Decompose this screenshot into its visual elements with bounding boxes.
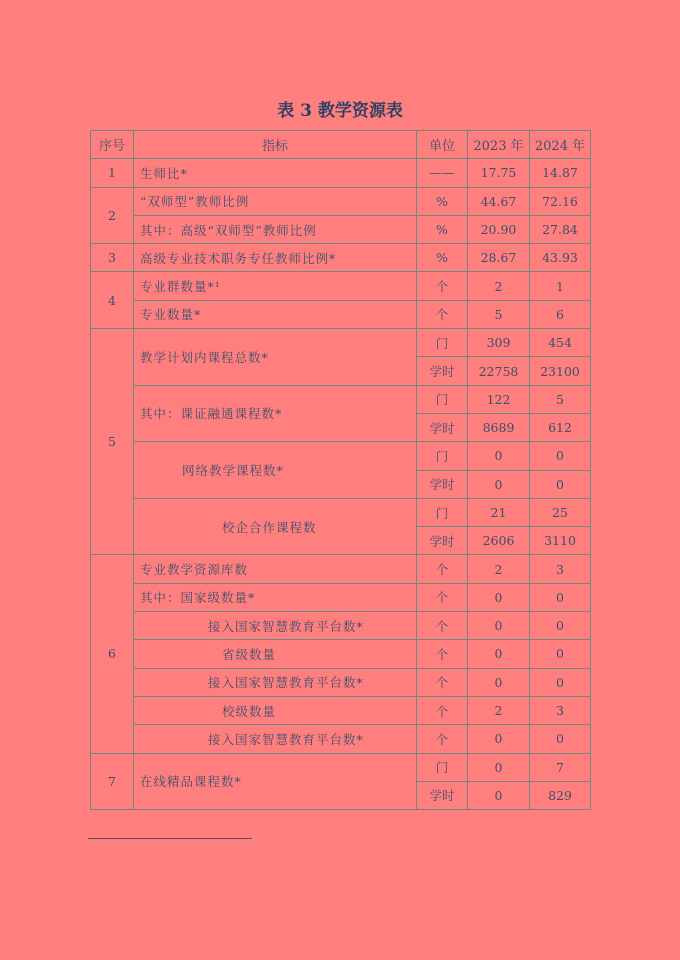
value-2023-cell: 2	[468, 696, 530, 724]
table-row	[91, 498, 591, 526]
value-2024-cell: 0	[530, 583, 591, 611]
seq-cell: 2	[91, 187, 134, 244]
value-2023-cell: 8689	[468, 413, 530, 441]
value-2023-cell: 0	[468, 612, 530, 640]
teaching-resources-table	[90, 130, 591, 810]
value-2023-cell: 0	[468, 442, 530, 470]
indicator-cell: 生师比*	[134, 159, 417, 187]
value-2023-cell: 122	[468, 385, 530, 413]
value-2024-cell: 6	[530, 300, 591, 328]
seq-cell: 3	[91, 244, 134, 272]
unit-cell: 学时	[417, 781, 468, 809]
table-row	[91, 159, 591, 187]
unit-cell: 个	[417, 272, 468, 300]
value-2024-cell: 23100	[530, 357, 591, 385]
unit-cell: 门	[417, 329, 468, 357]
seq-cell: 7	[91, 753, 134, 810]
table-row	[91, 696, 591, 724]
value-2023-cell: 17.75	[468, 159, 530, 187]
unit-cell: 学时	[417, 470, 468, 498]
table-row	[91, 612, 591, 640]
value-2023-cell: 2	[468, 555, 530, 583]
header-2024: 2024 年	[530, 131, 591, 159]
indicator-cell: 专业教学资源库数	[134, 555, 417, 583]
value-2023-cell: 44.67	[468, 187, 530, 215]
seq-cell: 1	[91, 159, 134, 187]
table-title: 表 3 教学资源表	[277, 101, 403, 121]
unit-cell: 学时	[417, 527, 468, 555]
header-unit: 单位	[417, 131, 468, 159]
value-2023-cell: 0	[468, 470, 530, 498]
unit-cell: 门	[417, 385, 468, 413]
seq-cell: 6	[91, 555, 134, 753]
value-2023-cell: 2	[468, 272, 530, 300]
indicator-cell: 校级数量	[134, 696, 417, 724]
table-row	[91, 300, 591, 328]
value-2023-cell: 309	[468, 329, 530, 357]
indicator-cell: 网络教学课程数*	[134, 442, 417, 499]
value-2023-cell: 0	[468, 668, 530, 696]
indicator-cell: 专业数量*	[134, 300, 417, 328]
indicator-cell: 其中：国家级数量*	[134, 583, 417, 611]
value-2023-cell: 28.67	[468, 244, 530, 272]
value-2024-cell: 3	[530, 555, 591, 583]
table-row	[91, 187, 591, 215]
value-2024-cell: 43.93	[530, 244, 591, 272]
value-2024-cell: 7	[530, 753, 591, 781]
indicator-cell: 高级专业技术职务专任教师比例*	[134, 244, 417, 272]
indicator-cell: 在线精品课程数*	[134, 753, 417, 810]
table-row	[91, 385, 591, 413]
table-row	[91, 215, 591, 243]
table-row	[91, 668, 591, 696]
value-2024-cell: 25	[530, 498, 591, 526]
value-2024-cell: 0	[530, 725, 591, 753]
value-2024-cell: 612	[530, 413, 591, 441]
unit-cell: %	[417, 244, 468, 272]
value-2024-cell: 1	[530, 272, 591, 300]
value-2024-cell: 72.16	[530, 187, 591, 215]
table-row	[91, 272, 591, 300]
indicator-cell: 校企合作课程数	[134, 498, 417, 555]
unit-cell: 门	[417, 498, 468, 526]
table-row	[91, 640, 591, 668]
seq-cell: 5	[91, 329, 134, 555]
indicator-cell: 接入国家智慧教育平台数*	[134, 725, 417, 753]
indicator-cell: 省级数量	[134, 640, 417, 668]
value-2023-cell: 0	[468, 781, 530, 809]
table-row	[91, 244, 591, 272]
unit-cell: 门	[417, 753, 468, 781]
value-2024-cell: 0	[530, 668, 591, 696]
unit-cell: 个	[417, 612, 468, 640]
unit-cell: 个	[417, 725, 468, 753]
unit-cell: 个	[417, 555, 468, 583]
unit-cell: 个	[417, 583, 468, 611]
value-2023-cell: 0	[468, 725, 530, 753]
header-indicator: 指标	[134, 131, 417, 159]
value-2024-cell: 14.87	[530, 159, 591, 187]
value-2023-cell: 20.90	[468, 215, 530, 243]
seq-cell: 4	[91, 272, 134, 329]
footnote-separator	[88, 838, 252, 839]
table-row	[91, 725, 591, 753]
value-2024-cell: 27.84	[530, 215, 591, 243]
indicator-cell: 接入国家智慧教育平台数*	[134, 612, 417, 640]
unit-cell: 个	[417, 300, 468, 328]
unit-cell: 学时	[417, 357, 468, 385]
value-2024-cell: 5	[530, 385, 591, 413]
indicator-cell: 专业群数量*¹	[134, 272, 417, 300]
value-2023-cell: 0	[468, 753, 530, 781]
indicator-cell: 其中：课证融通课程数*	[134, 385, 417, 442]
header-2023: 2023 年	[468, 131, 530, 159]
value-2024-cell: 454	[530, 329, 591, 357]
indicator-cell: 教学计划内课程总数*	[134, 329, 417, 386]
header-row	[91, 131, 591, 159]
unit-cell: %	[417, 187, 468, 215]
unit-cell: 个	[417, 696, 468, 724]
unit-cell: 学时	[417, 413, 468, 441]
indicator-cell: “双师型”教师比例	[134, 187, 417, 215]
table-row	[91, 329, 591, 357]
value-2023-cell: 22758	[468, 357, 530, 385]
table-row	[91, 555, 591, 583]
value-2024-cell: 3110	[530, 527, 591, 555]
value-2024-cell: 0	[530, 470, 591, 498]
value-2023-cell: 0	[468, 640, 530, 668]
value-2023-cell: 5	[468, 300, 530, 328]
unit-cell: 个	[417, 668, 468, 696]
value-2024-cell: 0	[530, 640, 591, 668]
value-2024-cell: 829	[530, 781, 591, 809]
indicator-cell: 其中：高级“双师型”教师比例	[134, 215, 417, 243]
header-seq: 序号	[91, 131, 134, 159]
value-2023-cell: 2606	[468, 527, 530, 555]
table-row	[91, 753, 591, 781]
value-2024-cell: 0	[530, 612, 591, 640]
value-2024-cell: 3	[530, 696, 591, 724]
table-row	[91, 442, 591, 470]
unit-cell: %	[417, 215, 468, 243]
unit-cell: ——	[417, 159, 468, 187]
unit-cell: 个	[417, 640, 468, 668]
value-2023-cell: 0	[468, 583, 530, 611]
table-row	[91, 583, 591, 611]
indicator-cell: 接入国家智慧教育平台数*	[134, 668, 417, 696]
unit-cell: 门	[417, 442, 468, 470]
value-2023-cell: 21	[468, 498, 530, 526]
value-2024-cell: 0	[530, 442, 591, 470]
